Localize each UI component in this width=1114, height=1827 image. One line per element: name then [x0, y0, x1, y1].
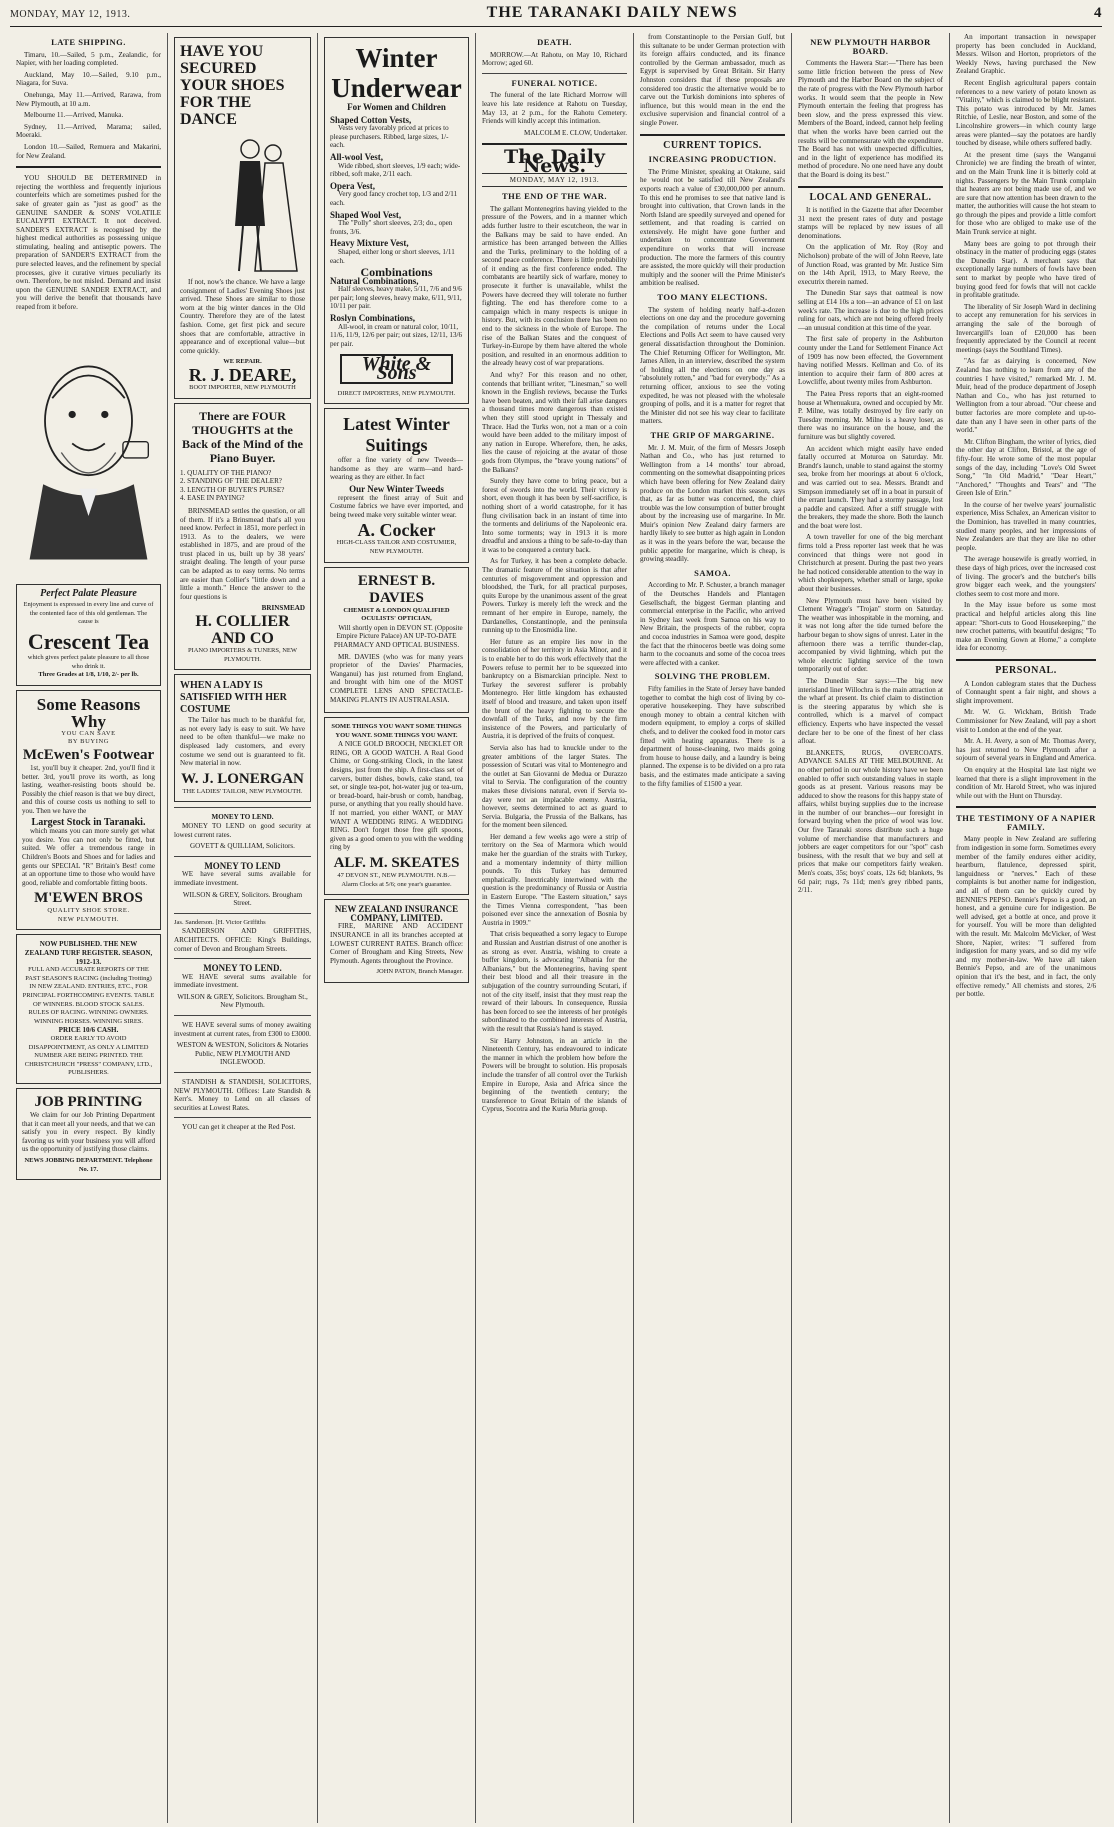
vest-name: Shaped Cotton Vests, — [330, 114, 412, 125]
deare-firm: R. J. DEARE, — [188, 364, 297, 385]
nz-insurance-advert — [324, 899, 469, 983]
davies-chemist-advert — [324, 567, 469, 714]
production-article: The Prime Minister, speaking at Otakune, said he would not be satisfied till New Zealand's exports reach a value of £30,000,000 per annum. To this end he promises to see that native land is brought into cultivation, that Crown lands in the North Island are speedily surveyed and opened for settlement, and that roading is carried on extensively. He might have gone further and undertaken to concentrate Government expenditure on works that will increase production. The more the farmers of this country are assisted, the more quickly will their production multiply and the sooner will the Prime Minister's ambition be realised. — [640, 167, 785, 288]
mcewen-firm-sub: QUALITY SHOE STORE. — [47, 907, 130, 915]
production-heading: INCREASING PRODUCTION. — [648, 154, 777, 165]
paper-name: THE TARANAKI DAILY NEWS — [486, 4, 738, 21]
editorial-paragraph: Servia also has had to knuckle under to the greater ambitions of the larger States. The possession of Scutari was vital to Montenegro and the outlet at San Giovanni de Medua or Durazzo vital to Servia. The configuration of the country makes these divisions natural, even if Servia to-day were not an implacable enemy. Austria, however, seems determined to act as guard to Servia. Bulgaria, the Prussia of the Balkans, has for the moment been silenced. — [482, 743, 627, 830]
davies-headline: ERNEST B. DAVIES — [357, 572, 436, 606]
personal-item: On enquiry at the Hospital late last night we learned that there is a slight improvement in the condition of Mr. Harold Street, who was injured while out with the Hunt on Thursday. — [956, 765, 1096, 800]
dancers-drawing — [215, 131, 305, 276]
lonergan-advert — [174, 674, 311, 802]
portrait-drawing — [16, 323, 161, 573]
local-item: An important transaction in newspaper property has been concluded in Auckland, Messrs. Wilson and Horton, proprietors of the Weekly News, having purchased the New Zealand Graphic. — [956, 33, 1096, 76]
current-topics-heading: CURRENT TOPICS. — [663, 139, 762, 151]
money-to-lend-notices — [174, 807, 311, 1132]
white-sons-logo: White & Sons — [340, 354, 453, 383]
problem-heading: SOLVING THE PROBLEM. — [654, 671, 771, 682]
local-item: It is notified in the Gazette that after December 31 next the present rates of duty and postage stamps will be replaced by new issues of all denominations. — [798, 206, 943, 240]
elections-article: The system of holding nearly half-a-dozen elections on one day and the procedure governing the compilation of returns under the Local Elections and Polls Act seem to have caused very general dissatisfaction throughout the Dominion. The Chief Returning Officer for Wellington, Mr. James Allen, in an interview, described the system of holding all the elections on one day as "absolutely rotten," and "bad for everybody." As a returning officer, anxious to see the voting expedited, he was not pleased with the wholesale grouping of polls, and it is a matter for regret that the Minister did not see his way clear to facilitate matters. — [640, 305, 785, 426]
sanders-advert: YOU SHOULD BE DETERMINED in rejecting the worthless and frequently injurious counterfeits which are sometimes pushed for the sake of greater gain as "just as good" as the GENUINE SANDER & SONS' VOLATILE EUCALYPTI EXTRACT. It not deceived. SANDER'S EXTRACT is recognised by the highest medical authorities as possessing unique stimulating, healing and antiseptic powers. The preparation of SANDER'S EXTRACT from the pure selected leaves, and the refinement by special processes, give it curative virtues peculiarly its own. Therefore, be not misled. Demand and insist upon the GENUINE SANDER EXTRACT, and you will derive the benefit that thousands have reaped from it before. — [16, 174, 161, 312]
column-4 — [476, 33, 634, 1823]
column-7 — [950, 33, 1102, 1823]
margarine-article: Mr. J. M. Muir, of the firm of Messrs Joseph Nathan and Co., who has just returned to Wellington from a 14 months' tour abroad, commenting on the somewhat disappointing prices which have been offering for New Zealand dairy produce on the London market this season, says that, as far as butter was concerned, the chief trouble was the low consumption of butter brought about by the increasing use of margarine. In Mr. Muir's opinion New Zealand dairy farmers are hardly likely to see butter as high again in London as it was in the years before the war, because the public appetite for margarine, which is cheap, is growing steadily. — [640, 443, 785, 564]
piano-question: 4. EASE IN PAYING? — [180, 494, 245, 503]
shoes-repair: WE REPAIR. — [223, 358, 262, 366]
combinations-list — [330, 277, 463, 349]
shipping-item: Melbourne 11.—Arrived, Manuka. — [24, 111, 124, 120]
vest-list — [330, 116, 463, 266]
notice-title: MONEY TO LEND. — [211, 813, 274, 822]
suitings-body2: represent the finest array of Suit and Costume fabrics we have ever imported, and being tweed make very suitable winter wear. — [330, 493, 463, 519]
shoes-body: If not, now's the chance. We have a large consignment of Ladies' Evening Shoes just arrived. These Shoes are similar to those worn at the big winter dances in the Old Country. Therefore they are of the latest fashion. Come, get first pick and secure shoes that are comfortable, attractive in appearance and of exceptional value—but come quickly. — [180, 278, 305, 355]
problem-article: Fifty families in the State of Jersey have banded together to combat the high cost of living by co-operative housekeeping. They have subscribed enough money to obtain a central kitchen with modern equipment, to employ a corps of skilled chefs, and to deliver the cooked food in motor cars fitted with heating apparatus. There is a department of house-cleaning, two maids going from house to house daily, and a laundry is being planned. The expense is to be divided on a pro rata basis, and the estimates made anticipate a saving to the fifty families of £1500 a year. — [640, 684, 785, 788]
personal-heading: PERSONAL. — [995, 664, 1057, 676]
piano-headline: There are FOUR THOUGHTS at the Back of the Mind of the Piano Buyer. — [182, 408, 303, 465]
mcewen-stock: Largest Stock in Taranaki. — [31, 816, 146, 828]
vest-desc: The "Polly" short sleeves, 2/3; do., open fronts, 3/6. — [330, 219, 453, 236]
local-item: The average housewife is greatly worried, in these days of high prices, over the increased cost of living. The grocer's and the butcher's bills grow bigger each week, and the youngsters' clothes seem to cost more and more. — [956, 555, 1096, 598]
davies-sub: CHEMIST & LONDON QUALIFIED OCULISTS' OPTICIAN, — [343, 606, 450, 623]
vest-name: Shaped Wool Vest, — [330, 209, 402, 220]
suitings-body: offer a fine variety of new Tweeds—handsome as they are warm—and hard-wearing as they are either. In fact — [330, 456, 463, 482]
local-item: The Dunedin Star says:—The big new interisland liner Willochra is the main attraction at the wharf at present. Its chief claim to distinction is the steering apparatus by which she is controlled, which is a marvel of compact efficiency. Experts who have inspected the vessel declare her to be one of the finest of her class afloat. — [798, 676, 943, 746]
piano-question: 2. STANDING OF THE DEALER? — [180, 477, 282, 486]
cocker-firm: A. Cocker — [357, 520, 436, 541]
suitings-subhead: Our New Winter Tweeds — [349, 484, 444, 494]
piano-question: 3. LENGTH OF BUYER'S PURSE? — [180, 485, 285, 494]
personal-item: A London cablegram states that the Duchess of Connaught spent a fair night, and shows a slight improvement. — [956, 679, 1096, 705]
editorial-paragraph: Surely they have come to bring peace, but a forest of swords into the world. Their victory is short, even though it has been by self-sacrifice, is nothing short of a world catastrophe, for it has flung civilisation back in an instant of time into the torments and deliriums of the Napoleonic era. Into some torments; way in 1913 it is more dreadful and anxious a thing to be safe-to-day than it was to be conquered a century back. — [482, 477, 627, 554]
column-2 — [168, 33, 318, 1823]
mcewen-town: NEW PLYMOUTH. — [57, 915, 120, 923]
local-general-heading: LOCAL AND GENERAL. — [809, 191, 932, 203]
combinations-heading: Combinations — [360, 265, 433, 280]
piano-questions — [180, 469, 305, 503]
page-number: 4 — [1094, 5, 1102, 21]
local-item: Many bees are going to pot through their obstinacy in the matter of producing eggs (states the Dunedin Star). A merchant says that exceptionally large numbers of fowls have been sent to market by people who have tired of buying good feed for fowls that will not cackle in profitable gratitude. — [956, 239, 1096, 300]
insurance-firm: NEW ZEALAND INSURANCE COMPANY, LIMITED. — [334, 904, 459, 923]
samoa-article: According to Mr. P. Schuster, a branch manager of the Deutsches Handels and Plantagen Gesellschaft, the biggest German planting and commercial enterprise in the Pacific, who arrived in Sydney last week from Samoa on his way to New Britain, the prospects of the rubber, copra and cocoa industries in Samoa were good, despite the fact that the rhinoceros beetle was doing some harm to the cocoanuts and some of the cocoa trees were affected with a canker. — [640, 581, 785, 667]
white-sons-underwear-advert — [324, 37, 469, 404]
tea-sub: which gives perfect palate pleasure to all those who drink it. — [27, 654, 150, 670]
tea-grades: Three Grades at 1/8, 1/10, 2/- per lb. — [38, 671, 139, 679]
column-3 — [318, 33, 476, 1823]
davies-body2: MR. DAVIES (who was for many years proprietor of the Davies' Pharmacies, Wanganui) has just returned from England, and brought with him one of the MOST COMPLETE LENS AND SPECTACLE-MAKING PLANTS IN AUSTRALASIA. — [330, 652, 463, 704]
local-item: An accident which might easily have ended fatally occurred at Moturoa on Saturday. Mr. Brandt's launch, unable to stand against the stormy sea, broke from her moorings at about 6 o'clock, and was carried out to sea. Messrs. Brandt and Simpson immediately set off in a boat in pursuit of the errant launch. They had a stormy passage, lost a paddle and capsized. After a stiff struggle with the breakers, they made the shore. Both the launch and the boat were lost. — [798, 444, 943, 530]
lonergan-headline: WHEN A LADY IS SATISFIED WITH HER COSTUME — [180, 680, 287, 716]
skeates-sub: 47 DEVON ST., NEW PLYMOUTH. N.B.—Alarm Clocks at 5/6; one year's guarantee. — [337, 872, 456, 888]
notice-body: MONEY TO LEND on good security at lowest current rates. — [174, 821, 311, 839]
local-item: Recent English agricultural papers contain references to a new variety of potato known as "Vitality," which is claimed to be blight resistant. This potato was introduced by Mr. James Ritchie, of Leslie, near Boston, and some of the Lincolnshire growers—in which county large areas were planted—say the potatoes are hardly touched by disease, while others suffered badly. — [956, 78, 1096, 148]
daily-news-logo: The Daily News. — [504, 146, 605, 177]
piano-answer: BRINSMEAD — [261, 604, 305, 613]
local-item: The Dunedin Star says that oatmeal is now selling at £14 10s a ton—an advance of £1 on last week's rate. The increase is due to the high prices ruling for oats, which are not being offered freely—an unusual condition at this time of the year. — [798, 289, 943, 332]
editorial-continued: from Constantinople to the Persian Gulf, but this sultanate to be under German protection with its foreign affairs conducted, and its finance controlled by the German ambassador, much as Egypt is supervised by Great Britain. Sir Harry Johnston considers that if these proposals are considered too drastic the alternative would be to carve out the Turkish dominions into spheres of influence, but this would mean in the end the exclusive supervision and financial control of a single Power. — [640, 33, 785, 127]
register-price: PRICE 10/6 CASH. — [58, 1026, 119, 1035]
column-6 — [792, 33, 950, 1823]
shipping-item: Timaru, 10.—Sailed, 5 p.m., Zealandic, for Napier, with her loading completed. — [16, 50, 161, 68]
shoes-headline: HAVE YOU SECURED YOUR SHOES FOR THE DANCE — [180, 43, 285, 128]
notice-body: YOU can get it cheaper at the Red Post. — [182, 1123, 296, 1132]
job-printing-body: We claim for our Job Printing Department that it can meet all your needs, and that we can satisfy you in every respect. By kindly favoring us with your business you will afford us the opportunity of justifying those claims. — [22, 1110, 155, 1154]
local-item: On the application of Mr. Roy (Roy and Nicholson) probate of the will of John Reeve, late of Junction Road, was granted by Mr. Justice Sim on the 14th April, 1913, to Mary Reeve, the executrix therein named. — [798, 243, 943, 286]
crescent-tea-advert — [16, 584, 161, 686]
tea-tagline: Perfect Palate Pleasure — [40, 587, 137, 599]
vest-name: Heavy Mixture Vest, — [330, 238, 409, 249]
suitings-headline: Latest Winter Suitings — [343, 414, 450, 456]
local-item: Mr. Clifton Bingham, the writer of lyrics, died the other day at Clifton, Bristol, at the age of fifty-four. He wrote some of the most popular songs of the day, including "Love's Old Sweet Song," "In Old Madrid," "Dear Heart," "Anchored," "Thoughts and Tears" and "The Green Isle of Erin." — [956, 437, 1096, 498]
lonergan-firm-sub: THE LADIES' TAILOR, NEW PLYMOUTH. — [182, 787, 303, 795]
death-heading: DEATH. — [537, 37, 572, 47]
column-5 — [634, 33, 792, 1823]
mcewen-headline: Some Reasons Why — [36, 694, 141, 731]
register-title: NOW PUBLISHED. THE NEW ZEALAND TURF REGISTER. SEASON, 1912-13. — [24, 940, 153, 966]
funeral-notice: The funeral of the late Richard Morrow will leave his late residence at Rahotu on Tuesday, May 13, at 2 p.m., for the Rahotu Cemetery. Friends will kindly accept this intimation. — [482, 91, 627, 126]
register-body: FULL AND ACCURATE REPORTS OF THE PAST SEASON'S RACING (including Trotting) IN NEW ZEALAND. ENTRIES, ETC., FOR PRINCIPAL FORTHCOMING EVENTS. TABLE OF WINNERS. BLOOD STOCK SALES. RULES OF RACING. WINNING OWNERS. WINNING HORSES. WINNING SIRES. — [22, 966, 155, 1025]
local-item: The liberality of Sir Joseph Ward in declining to accept any remuneration for his services in arranging the sale of the borough of Invercargill's loan of £20,000 has been frequently appreciated by the Council at recent meetings (says the Southland Times). — [956, 302, 1096, 354]
margarine-heading: THE GRIP OF MARGARINE. — [650, 429, 775, 440]
notice-body: SANDERSON AND GRIFFITHS, ARCHITECTS. OFFICE: King's Buildings, corner of Devon and Brougham Streets. — [174, 927, 311, 953]
notice-firm: WILSON & GREY, Solicitors. Brougham Street. — [182, 890, 303, 908]
mcewen-brand: McEwen's Footwear — [22, 746, 155, 763]
piano-question: 1. QUALITY OF THE PIANO? — [180, 468, 272, 477]
mcewen-reasons: 1st, you'll buy it cheaper. 2nd, you'll find it better. 3rd, you'll prove its worth, as long lasting, weather-resisting boots should be. Possibly the chief reason is that we buy direct, and this of course costs us nothing to sell to you. Then we have the — [22, 763, 155, 815]
death-notice: MORROW.—At Rahotu, on May 10, Richard Morrow; aged 60. — [482, 50, 627, 68]
shipping-item: Onehunga, May 11.—Arrived, Rarawa, from New Plymouth, at 10 a.m. — [16, 90, 161, 108]
piano-body: BRINSMEAD settles the question, or all of them. If it's a Brinsmead that's all you need know. Perfect in 1851, more perfect in 1913. As to the dealers, we were established in 1875, and are proud of the trust placed in us, built up by 38 years' straight dealing. The length of your purse can be adapted as to easy terms. No terms are easier than Collier's "little down and a little a month." Hence the answer to the four questions is — [180, 506, 305, 601]
collier-firm: H. COLLIER AND CO — [195, 613, 290, 648]
lonergan-body: The Tailor has much to be thankful for, as not every lady is easy to suit. We have need to be often thankful—we make no displeased lady customers, and every costume we send out is guaranteed to fit. New material in now. — [180, 716, 305, 768]
vest-name: All-wool Vest, — [330, 151, 384, 162]
tea-brand: Crescent Tea — [27, 629, 150, 654]
mcewen-advert — [16, 690, 161, 931]
job-printing-title: JOB PRINTING — [34, 1093, 143, 1110]
shipping-item: London 10.—Sailed, Remuera and Makarini, for New Zealand. — [16, 142, 161, 160]
combo-desc: Half sleeves, heavy make, 5/11, 7/6 and 9/6 per pair; long sleeves, heavy make, 6/11, 9/11, 10/11 per pair. — [330, 285, 462, 311]
samoa-heading: SAMOA. — [694, 567, 731, 578]
lonergan-firm: W. J. LONERGAN — [181, 770, 304, 787]
combo-name: Roslyn Combinations, — [330, 313, 416, 324]
local-item: BLANKETS, RUGS, OVERCOATS. ADVANCE SALES AT THE MELBOURNE. At no other period in our whole history have we been enabled to offer such outstanding values in staple goods as at present. Various reasons may be adduced to show the reasons for this happy state of affairs, whilst buying supplies due to the increase in the number of our branches—our foresight in forward buying when the price of wool was low. Our five Taranaki stores distribute such a huge volume of merchandise that manufacturers and jobbers are eager competitors for our "spot" cash business, with the result that we buy and sell at prices that make our competitors fairly weaken. Men's coats, 35s; boys' coats, 12s 6d; blankets, 9s 6d pair; rugs, 7s 11d; men's grey ribbed pants, 2/11. — [798, 748, 943, 895]
davies-body: Will shortly open in DEVON ST. (Opposite Empire Picture Palace) AN UP-TO-DATE PHARMACY AND OPTICAL BUSINESS. — [333, 623, 463, 649]
testimony-heading: THE TESTIMONY OF A NAPIER FAMILY. — [956, 813, 1096, 832]
notice-body: STANDISH & STANDISH, SOLICITORS, NEW PLYMOUTH. Offices: Late Standish & Kerr's. Money to Lend on all classes of securities at Lowest Rates. — [174, 1078, 311, 1112]
deare-firm-sub: BOOT IMPORTER, NEW PLYMOUTH — [189, 383, 296, 391]
old-gentleman-illustration — [16, 318, 161, 578]
local-item: A town traveller for one of the big merchant firms told a Press reporter last week that he was convinced that things were not good in Christchurch at present. During the past two years he had noticed considerable attention to the way in which shopkeepers, whether small or large, spoke about their businesses. — [798, 533, 943, 594]
vest-desc: Wide ribbed, short sleeves, 1/9 each; wide-ribbed, soft make, 2/11 each. — [330, 161, 461, 179]
skeates-firm: ALF. M. SKEATES — [333, 855, 460, 871]
notice-title: MONEY TO LEND — [204, 860, 281, 871]
personal-item: Mr. A. H. Avery, a son of Mr. Thomas Avery, has just returned to New Plymouth after a sojourn of several years in England and America. — [956, 737, 1096, 763]
combo-name: Natural Combinations, — [330, 275, 419, 286]
elections-heading: TOO MANY ELECTIONS. — [657, 292, 768, 303]
shipping-item: Sydney, 11.—Arrived, Marama; sailed, Moeraki. — [16, 122, 161, 140]
local-item: "As far as dairying is concerned, New Zealand has nothing to learn from any of the countries I have visited," remarked Mr. J. M. Muir, head of the produce department of Joseph Nathan and Co., who has just returned to Wellington from a tour abroad. "Our cheese and butter factories are more complete and up-to-date than any I have seen in other parts of the world." — [956, 357, 1096, 435]
editorial-paragraph: Sir Harry Johnston, in an article in the Nineteenth Century, has endeavoured to indicate the manner in which the problem how before the Powers will be brought to solution. His proposals include the transfer of all control over the Turkish Empire in Europe, Asia and Africa since the beginning of the twentieth century; the transference to Great Britain of the islands of Cyprus, Socotra and the Kuria Muria group. — [482, 1036, 627, 1114]
notice-body: WE HAVE several sums of money awaiting investment at current rates, from £300 to £3000. — [174, 1021, 311, 1038]
winter-sub: For Women and Children — [347, 102, 446, 112]
local-item: The first sale of property in the Ashburton county under the Land for Settlement Finance Act of 1909 has now been effected, the Government having notified Messrs. Kellman and Co. of its intention to acquire their farm of 800 acres at Lowcliffe, about twenty miles from Ashburton. — [798, 335, 943, 387]
skeates-lead: SOME THINGS YOU WANT SOME THINGS YOU WANT. SOME THINGS YOU WANT. — [331, 723, 462, 739]
notice-title: MONEY TO LEND. — [203, 963, 282, 974]
divider — [16, 166, 161, 168]
turf-register-advert — [16, 934, 161, 1084]
white-sons-sub: DIRECT IMPORTERS, NEW PLYMOUTH. — [337, 389, 456, 397]
personal-item: Mr. W. G. Wickham, British Trade Commissioner for New Zealand, will pay a short visit to London at the end of the year. — [956, 708, 1096, 734]
issue-date: MONDAY, MAY 12, 1913. — [10, 9, 131, 20]
editorial-paragraph: Her future as an empire lies now in the consolidation of her territory in Asia Minor, and it is to enable her to do this work effectively that the Powers refuse to permit her to be squeezed into bankruptcy on a Bismarckian principle. Next to Turkey the severest sufferer is probably Montenegro. Her little kingdom has exhausted itself of blood and treasure, and taken upon itself the brunt of the heavy fighting to secure the downfall of the Turks, and now by the firm insistence of the Powers, and particularly of Austria, it is deprived of the fruits of conquest. — [482, 637, 627, 741]
cocker-sub: HIGH-CLASS TAILOR AND COSTUMIER, NEW PLYMOUTH. — [336, 539, 457, 555]
local-item: At the present time (says the Wanganui Chronicle) we are finding the breath of winter, and on the Main Trunk line it is bitterly cold at nights. Passengers by the Main Trunk complain that heaters are not being made use of, and we are sure that now attention has been drawn to the matter, the authorities will cause the hot steam to go through the pipes and provide a little comfort for those who are obliged to make use of the Main Trunk service at night. — [956, 150, 1096, 237]
notice-body: WE have several sums available for immediate investment. — [174, 870, 311, 887]
local-item: The Patea Press reports that an eight-roomed house at Whenuakura, owned and occupied by Mr. P. Milne, was totally destroyed by fire early on Tuesday morning. Mr. Milne is a heavy loser, as there was no insurance on the house, and the furniture was but slightly covered. — [798, 389, 943, 441]
column-1 — [10, 33, 168, 1823]
deare-shoes-advert — [174, 37, 311, 399]
shipping-item: Auckland, May 10.—Sailed, 9.10 p.m., Niagara, for Suva. — [16, 70, 161, 88]
insurance-body: FIRE, MARINE AND ACCIDENT INSURANCE in all its branches accepted at LOWEST CURRENT RATES. Branch office: Corner of Brougham and King Streets, New Plymouth. Agents throughout the Province. — [330, 922, 463, 965]
collier-firm-sub: PIANO IMPORTERS & TUNERS, NEW PLYMOUTH. — [187, 647, 298, 663]
local-item: New Plymouth must have been visited by Clement Wragge's "Trojan" storm on Saturday. The weather was inhospitable in the morning, and it was not long after the tide turned before the harbour began to show signs of unrest. Later in the afternoon there was a terrific thunder-clap, accompanied by vivid lightning, which put the whole electric lighting service of the town temporarily out of order. — [798, 596, 943, 674]
shipping-heading: LATE SHIPPING. — [51, 37, 126, 47]
winter-headline: Winter Underwear — [331, 43, 462, 103]
vest-name: Opera Vest, — [330, 180, 375, 191]
editorial-heading: THE END OF THE WAR. — [502, 191, 607, 202]
editorial-date: MONDAY, MAY 12, 1913. — [482, 173, 627, 188]
funeral-heading: FUNERAL NOTICE. — [511, 77, 598, 88]
mcewen-line1: YOU CAN SAVE — [61, 729, 116, 737]
skeates-body: A NICE GOLD BROOCH, NECKLET OR RING, OR A GOOD WATCH. A Real Good Chime, or Gong-striking Clock, in the latest designs, just from the ship. A first-class set of carvers, butter dishes, bowls, cake stand, tea set, or single tea-pot, hot-water jug or tea-urn, or bread-board, hair-brush or comb, handbag, purse, or anything that you really should have. If not married, you either WANT, or MAY WANT A WEDDING RING. A WEDDING RING. Don't forget those free gift spoons, given as a good omen to you with the wedding ring by — [330, 740, 463, 852]
notice-firm: WESTON & WESTON, Solicitors & Notaries Public, NEW PLYMOUTH AND INGLEWOOD. — [176, 1041, 309, 1067]
job-printing-advert — [16, 1088, 161, 1180]
dancing-couple-illustration — [180, 128, 305, 278]
local-item: In the course of her twelve years' journalistic experience, Miss Schalex, an American visitor to the Dominion, has travelled in many countries, studied many peoples, and her impressions of New Zealanders are that they are like no other people. — [956, 500, 1096, 552]
notice-body: WE HAVE several sums available for immediate investment. — [174, 972, 311, 990]
tea-body: Enjoyment is expressed in every line and curve of the contented face of this old gentleman. The cause is — [23, 601, 154, 626]
mcewen-line2: BY BUYING — [67, 738, 110, 746]
insurance-sign: JOHN PATON, Branch Manager. — [376, 968, 463, 976]
collier-piano-advert — [174, 403, 311, 671]
skeates-jeweller-advert — [324, 717, 469, 895]
mcewen-firm: M'EWEN BROS — [34, 890, 143, 907]
masthead — [10, 4, 1102, 27]
editorial-paragraph: Her demand a few weeks ago were a strip of territory on the Sea of Marmora which would make her the guardian of the straits with Turkey, and a momentary indemnity of thirty million pounds. To this Turkey has demurred emphatically. Inextricably intertwined with the question is the predominancy of Russia or Austria in Eastern Europe. "The Eastern situation," says the Times Vienna correspondent, "has been poisoned ever since the annexation of Bosnia by Austria in 1909." — [482, 832, 627, 927]
testimony-article: Many people in New Zealand are suffering from indigestion in some form. Sometimes every member of the family endures either acidity, heartburn, flatulence, depressed spirit, languidness or "nerves." Each of these complaints is but another name for indigestion, and all of them can be quickly cured by BENNIE'S PEPSO. Bennie's Pepso is a good, an honest, and a genuine cure for indigestion. Be well advised, get a bottle at once, and prove it for yourself. You will be more than delighted with the result. Mr. Malcolm McVicker, of West Shore, Napier, writes: "I suffered from indigestion for many years, and so did my wife and my mother-in-law. We have all taken Bennie's Pepso, and are of the unanimous opinion that it's the best, and in fact, the only effective remedy." All chemists and stores, 2/6 per bottle. — [956, 835, 1096, 999]
notice-firm: GOVETT & QUILLIAM, Solicitors. — [190, 842, 295, 851]
harbour-article: Comments the Hawera Star:—"There has been some little friction between the press of New Plymouth and the Harbor Board on the subject of the rate of progress with the New Plymouth harbor works. It would seem that the people in New Plymouth entertain the feeling that progress has been slow, and the press expressed this view. Members of the Board, indeed, cannot help feeling that when the works have been carried out the results will be commensurate with the expenditure. The Board has not with unexpected difficulties, and in the light of experience has modified its method of procedure. No one need have any doubt that the Board is doing its best." — [798, 59, 943, 179]
editorial-paragraph: And why? For this reason and no other, contends that brilliant writer, "Linesman," so well known in the English reviews, because the Turks have been beaten, and with their fall arise dangers a thousand times more dangerous than existed when they still stood upright in Thessaly and Thrace. Had the Turks won, not a man or a coin would have been added to the military impost of any nation in Europe. Wherefore, then, he asks, lies the cause of rejoicing at the avatar of those gods from Olympus, the "brave young nations" of the Balkans? — [482, 371, 627, 474]
editorial-paragraph: As for Turkey, it has been a complete debacle. The dramatic feature of the situation is that after centuries of misgovernment and oppression and bloodshed, the Turk, for all practical purposes, quits Europe by the unanimous assent of the great Powers. Turkey is merely left the wreck and the remnant of her empire in Europe, namely, the Dardanelles, Constantinople, and the peninsula running up to the Enosmidia line. — [482, 557, 627, 635]
mcewen-stock-body: which means you can more surely get what you desire. You can not only be fitted, but suited. We offer a tremendous range in Children's Boots and Shoes and for ladies and gents our SPECIAL "R" Britain's Best! come at an opportune time to those who would have good, reliable and comfortable fitting boots. — [22, 827, 155, 887]
columns — [10, 33, 1102, 1823]
notice-title: Jas. Sanderson. [H. Victor Griffiths — [174, 918, 266, 926]
harbour-heading: NEW PLYMOUTH HARBOR BOARD. — [810, 37, 931, 56]
register-order: ORDER EARLY TO AVOID DISAPPOINTMENT, AS ONLY A LIMITED NUMBER ARE BEING PRINTED. THE CHRISTCHURCH "PRESS" COMPANY, LTD., PUBLISHERS. — [24, 1035, 153, 1077]
job-printing-footer: NEWS JOBBING DEPARTMENT. Telephone No. 17. — [24, 1156, 153, 1173]
combo-desc: All-wool, in cream or natural color, 10/11, 11/6, 11/9, 12/6 per pair; out sizes, 12/11, 13/6 per pair. — [330, 322, 463, 348]
vest-desc: Very good fancy crochet top, 1/3 and 2/11 each. — [330, 190, 458, 207]
cocker-suitings-advert — [324, 408, 469, 562]
funeral-sign: MALCOLM E. CLOW, Undertaker. — [524, 128, 627, 137]
editorial-paragraph: That crisis bequeathed a sorry legacy to Europe and Russian and Austrian distrust of one another is as strong as ever. Austria, wishing to create a buffer kingdom, is advocating "Albania for the Albanians," but the Montenegrins, having spent their best blood and all their treasure in the subjugation of the country surrounding Scutari, if not of the city itself, insist that they must reap the reward of their labours. In consequence, Russia has been forced to see the interests of her protégés subordinated to the combined interests of Austria, with the result that Russia's hand is stayed. — [482, 930, 627, 1033]
local-item: In the May issue before us some most practical and helpful articles along this line appear: "Short-cuts to Good Housekeeping," the new crochet patterns, with beautiful designs; "To make an Evening Gown at Home," a complete idea for economy. — [956, 601, 1096, 653]
vest-desc: Vests very favorably priced at prices to please purchasers. Ribbed, large sizes, 1/- each. — [330, 124, 449, 150]
vest-desc: Shaped, either long or short sleeves, 1/11 each. — [330, 247, 455, 265]
editorial-paragraph: The gallant Montenegrins having yielded to the pressure of the Powers, and in a manner which adds further lustre to their escutcheon, the war in the Balkans may be said to have ended. An armistice has been arranged between the Allies and the Turks, preliminary to the holding of a second peace conference. There is little probability of it ending as the first conference ended. The combatants are heartily sick of warfare, money to prosecute it further is unavailable, whilst the Powers have decreed they will tolerate no further fighting. The end has therefore come to a campaign which in many respects is unique in history. But, with its conclusion there has been no end to the sickness in the whole of Europe. The rise of the Balkan States and the conquest of Turkey-in-Europe by them have altered the whole position, and resulted in an enormous addition to the already heavy cost of war preparations. — [482, 204, 627, 368]
notice-firm: WILSON & GREY, Solicitors. Brougham St., New Plymouth. — [177, 992, 308, 1010]
